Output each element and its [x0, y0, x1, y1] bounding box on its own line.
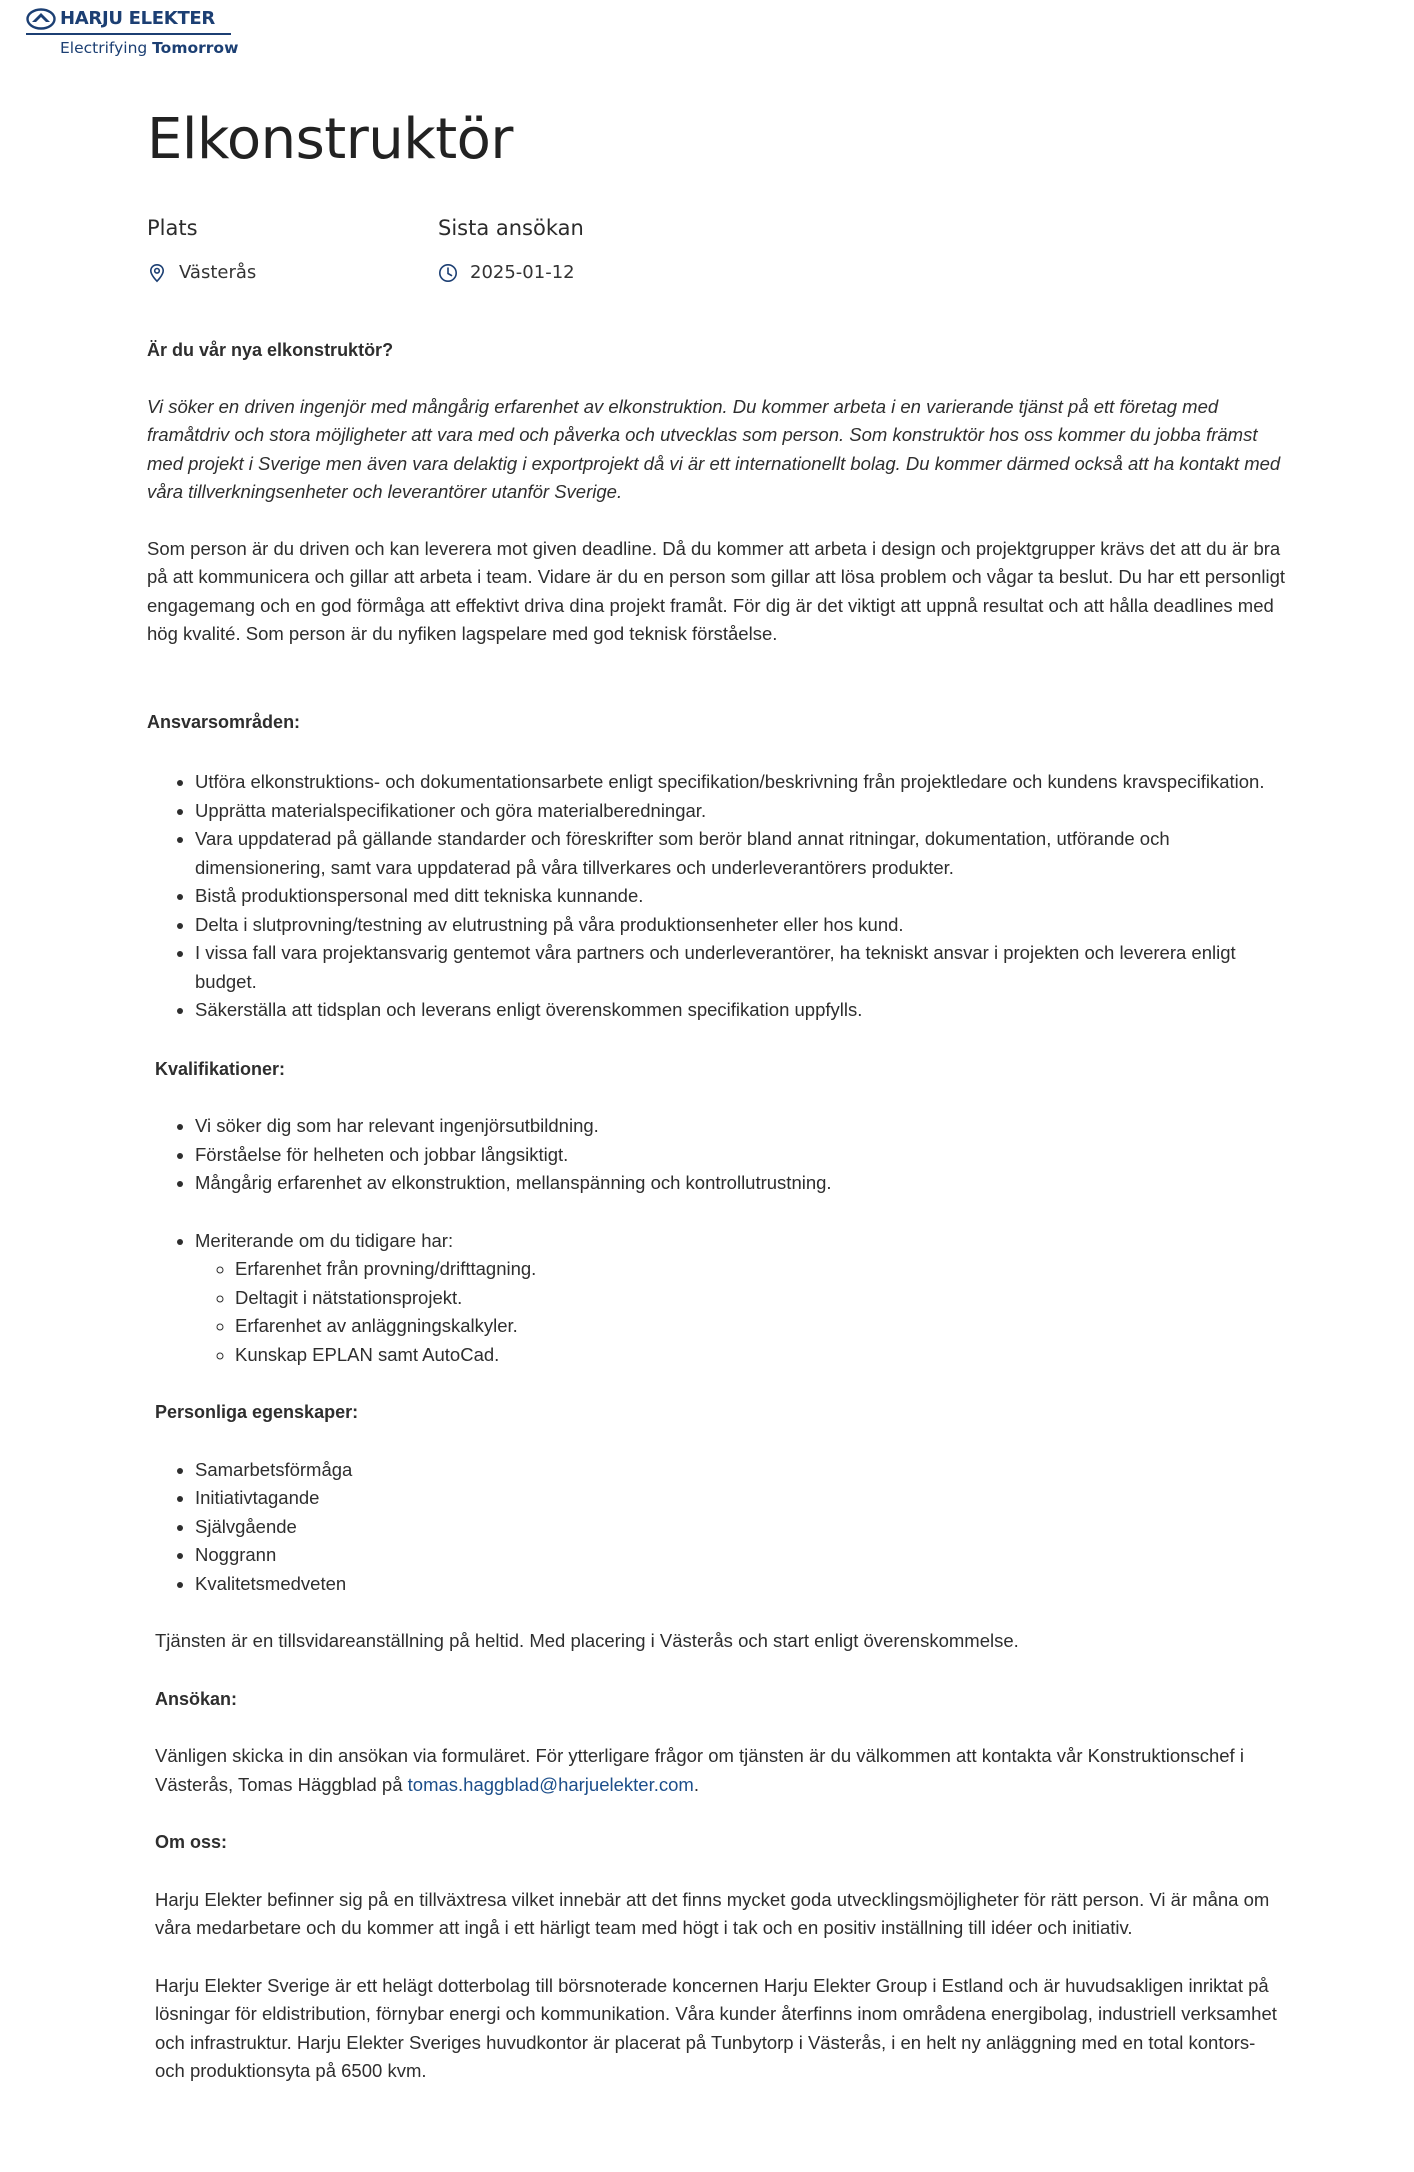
qualifications-heading: Kvalifikationer: [155, 1058, 286, 1079]
about-paragraph-1: Harju Elekter befinner sig på en tillväxtresa vilket innebär att det finns mycket goda utvecklingsmöjligheter för rätt person. Vi är måna om våra medarbetare och du kommer att ingå i ett härligt team med högt i tak och en positiv inställning till idéer och initiativ. [155, 1888, 1270, 1938]
list-item: • Utföra elkonstruktions- och dokumentationsarbete enligt specifikation/beskrivning från projektledare och kundens kravspecifikation. [195, 768, 1287, 797]
deadline-value-row [438, 262, 584, 283]
list-item [195, 1227, 1287, 1370]
logo[interactable] [26, 6, 236, 32]
apply-paragraph [147, 1742, 1287, 1799]
list-item: ◦ Deltagit i nätstationsprojekt. [235, 1284, 1287, 1313]
job-description [147, 336, 1287, 2086]
list-item: • I vissa fall vara projektansvarig gentemot våra partners och underleverantörer, ha tekniskt ansvar i projekten och leverera enligt budget. [195, 939, 1287, 996]
list-item: • Vara uppdaterad på gällande standarder och föreskrifter som berör bland annat ritningar, dokumentation, utförande och dimensionering, samt vara uppdaterad på våra tillverkares och underleverantörers produkter. [195, 825, 1287, 882]
responsibilities-heading: Ansvarsområden: [147, 711, 301, 732]
list-item: • Förståelse för helheten och jobbar långsiktigt. [195, 1141, 1287, 1170]
list-item: • Noggrann [195, 1541, 1287, 1570]
list-item: • Självgående [195, 1513, 1287, 1542]
intro-heading: Är du vår nya elkonstruktör? [147, 340, 394, 360]
location-label: Plats [147, 216, 198, 240]
deadline-label: Sista ansökan [438, 216, 584, 240]
job-meta [147, 214, 1287, 314]
apply-text: Vänligen skicka in din ansökan via formuläret. För ytterligare frågor om tjänsten är du välkommen att kontakta vår Konstruktionschef i Västerås, Tomas Häggblad på [155, 1745, 1244, 1795]
location-value-row [147, 262, 256, 283]
deadline-block [438, 214, 584, 283]
list-item: • Delta i slutprovning/testning av elutrustning på våra produktionsenheter eller hos kund. [195, 911, 1287, 940]
traits-heading: Personliga egenskaper: [155, 1402, 359, 1422]
contact-email-link[interactable]: tomas.haggblad@harjuelekter.com [407, 1773, 694, 1795]
list-item: • Mångårig erfarenhet av elkonstruktion, mellanspänning och kontrollutrustning. [195, 1169, 1287, 1198]
about-paragraph-2: Harju Elekter Sverige är ett helägt dotterbolag till börsnoterade koncernen Harju Elekter Group i Estland och är huvudsakligen inriktat på lösningar för eldistribution, förnybar energi och kommunikation. Våra kunder återfinns inom områdena energibolag, industriell verksamhet och infrastruktur. Harju Elekter Sveriges huvudkontor är placerat på Tunbytorp i Västerås, i en helt ny anläggning med en total kontors- och produktionsyta på 6500 kvm. [155, 1974, 1277, 2081]
about-heading: Om oss: [155, 1832, 228, 1852]
list-item: • Kvalitetsmedveten [195, 1570, 1287, 1599]
logo-text: HARJU ELEKTER [60, 8, 215, 29]
apply-heading: Ansökan: [155, 1688, 238, 1709]
qualifications-list [147, 1112, 1287, 1198]
location-pin-icon [147, 263, 167, 283]
traits-list [147, 1456, 1287, 1599]
list-item: ◦ Erfarenhet från provning/drifttagning. [235, 1255, 1287, 1284]
clock-icon [438, 263, 458, 283]
list-item: • Vi söker dig som har relevant ingenjörsutbildning. [195, 1112, 1287, 1141]
page-title: Elkonstruktör [147, 107, 513, 172]
tagline [60, 39, 239, 57]
list-item: • Samarbetsförmåga [195, 1456, 1287, 1485]
intro-paragraph: Vi söker en driven ingenjör med mångårig erfarenhet av elkonstruktion. Du kommer arbeta i en varierande tjänst på ett företag med framåtdriv och stora möjligheter att vara med och påverka och utvecklas som person. Som konstruktör hos oss kommer du jobba främst med projekt i Sverige men även vara delaktig i exportprojekt då vi är ett internationellt bolag. Du kommer därmed också att ha kontakt med våra tillverkningsenheter och leverantörer utanför Sverige. [147, 395, 1281, 502]
harju-logo-icon [26, 8, 56, 30]
site-header [26, 6, 239, 57]
responsibilities-list [147, 768, 1287, 1025]
location-block [147, 214, 256, 283]
list-item: • Initiativtagande [195, 1484, 1287, 1513]
deadline-value: 2025-01-12 [470, 262, 575, 283]
apply-end: . [693, 1773, 699, 1795]
logo-underline [26, 33, 231, 35]
merit-label: Meriterande om du tidigare har: [195, 1229, 454, 1251]
list-item: ◦ Kunskap EPLAN samt AutoCad. [235, 1341, 1287, 1370]
list-item: • Upprätta materialspecifikationer och göra materialberedningar. [195, 797, 1287, 826]
merit-sublist [195, 1255, 1287, 1369]
job-posting [147, 100, 1287, 2086]
location-value: Västerås [179, 262, 257, 283]
employment-text: Tjänsten är en tillsvidareanställning på heltid. Med placering i Västerås och start enligt överenskommelse. [155, 1630, 1019, 1651]
list-item: ◦ Erfarenhet av anläggningskalkyler. [235, 1312, 1287, 1341]
list-item: • Bistå produktionspersonal med ditt tekniska kunnande. [195, 882, 1287, 911]
person-paragraph: Som person är du driven och kan leverera mot given deadline. Då du kommer att arbeta i design och projektgrupper krävs det att du är bra på att kommunicera och gillar att arbeta i team. Vidare är du en person som gillar att lösa problem och vågar ta beslut. Du har ett personligt engagemang och en god förmåga att effektivt driva dina projekt framåt. För dig är det viktigt att uppnå resultat och att hålla deadlines med hög kvalité. Som person är du nyfiken lagspelare med god teknisk förståelse. [147, 537, 1286, 644]
list-item: • Säkerställa att tidsplan och leverans enligt överenskommen specifikation uppfylls. [195, 996, 1287, 1025]
tagline-prefix: Electrifying [60, 39, 153, 57]
tagline-strong: Tomorrow [152, 39, 239, 57]
merit-list [147, 1227, 1287, 1370]
